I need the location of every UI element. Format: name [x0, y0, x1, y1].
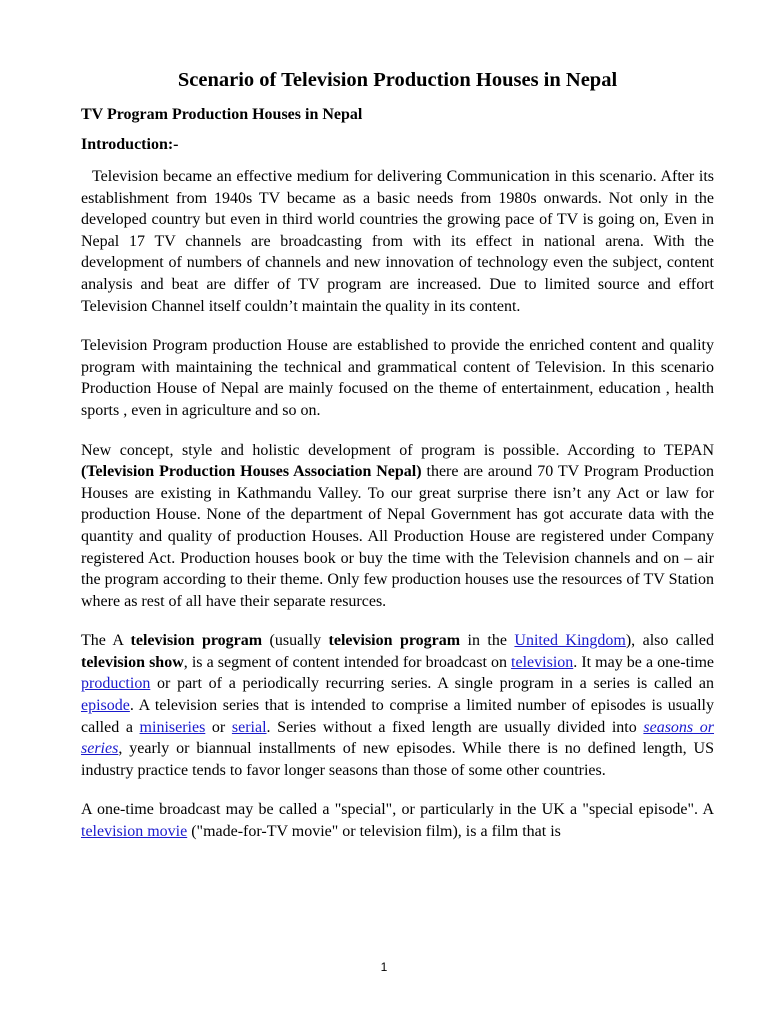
text-span: (usually	[262, 632, 329, 650]
paragraph-4	[81, 630, 714, 781]
introduction-heading: Introduction:-	[81, 136, 179, 153]
text-span: . It may be a one-time	[573, 653, 715, 671]
text-span: or part of a periodically recurring series. A single program in a series is called an	[150, 675, 714, 693]
paragraph-2: Television Program production House are established to provide the enriched content and quality program with maintaining the technical and grammatical content of Television. In this scenario Production House of Nepal are mainly focused on the theme of entertainment, education , health sports , even in agriculture and so on.	[81, 337, 714, 419]
text-span: A one-time broadcast may be called a "special", or particularly in the UK a "special episode". A	[81, 801, 714, 819]
text-span: . A television series that is intended to comprise a limited number of episodes is usually called a	[81, 697, 714, 736]
paragraph-3	[81, 440, 714, 613]
link-television[interactable]: television	[511, 653, 574, 671]
link-serial[interactable]: serial	[231, 718, 267, 736]
paragraph-3-text-b: there are around 70 TV Program Production Houses are existing in Kathmandu Valley. To our great surprise there isn’t any Act or law for production House. None of the department of Nepal Government has got accurate data with the quantity and quality of production Houses. All Production House are registered under Company registered Act. Production houses book or buy the time with the Television channels and on – air the program according to their theme. Only few production houses use the resources of TV Station where as rest of all have their separate resurces.	[81, 463, 715, 610]
text-span: ("made-for-TV movie" or television film), is a film that is	[187, 823, 561, 841]
link-seasons-or-series[interactable]: seasons or series	[81, 718, 715, 758]
section-subtitle: TV Program Production Houses in Nepal	[81, 106, 363, 123]
link-television-movie[interactable]: television movie	[81, 823, 188, 841]
link-production[interactable]: production	[81, 675, 151, 693]
text-span: . Series without a fixed length are usually divided into	[266, 718, 644, 736]
document-title: Scenario of Television Production Houses in Nepal	[177, 69, 618, 91]
paragraph-3-text-a: New concept, style and holistic development of program is possible. According to TEPAN	[81, 441, 714, 459]
link-miniseries[interactable]: miniseries	[139, 718, 206, 736]
page-number: 1	[380, 960, 388, 974]
link-united-kingdom[interactable]: United Kingdom	[514, 632, 626, 650]
text-span: , yearly or biannual installments of new episodes. While there is no defined length, US industry practice tends to favor longer seasons than those of some other countries.	[81, 740, 714, 779]
paragraph-1: Television became an effective medium for delivering Communication in this scenario. After its establishment from 1940s TV became as a basic needs from 1980s onwards. Not only in the developed country but even in third world countries the growing pace of TV is going on, Even in Nepal 17 TV channels are broadcasting from with its effect in national arena. With the development of numbers of channels and new innovation of technology even the subject, content analysis and beat are differ of TV program are increased. Due to limited source and effort Television Channel itself couldn’t maintain the quality in its content.	[81, 168, 714, 315]
tepan-full-name: (Television Production Houses Association Nepal)	[81, 463, 422, 481]
text-span: The A	[81, 632, 131, 650]
link-episode[interactable]: episode	[81, 697, 130, 715]
text-span: or	[205, 718, 232, 736]
document-body	[81, 66, 714, 861]
bold-term: television show	[81, 653, 184, 671]
paragraph-5	[81, 799, 714, 842]
bold-term: television program	[328, 632, 461, 650]
text-span: ), also called	[625, 632, 715, 650]
text-span: , is a segment of content intended for broadcast on	[183, 653, 512, 671]
bold-term: television program	[130, 632, 263, 650]
text-span: in the	[460, 632, 515, 650]
